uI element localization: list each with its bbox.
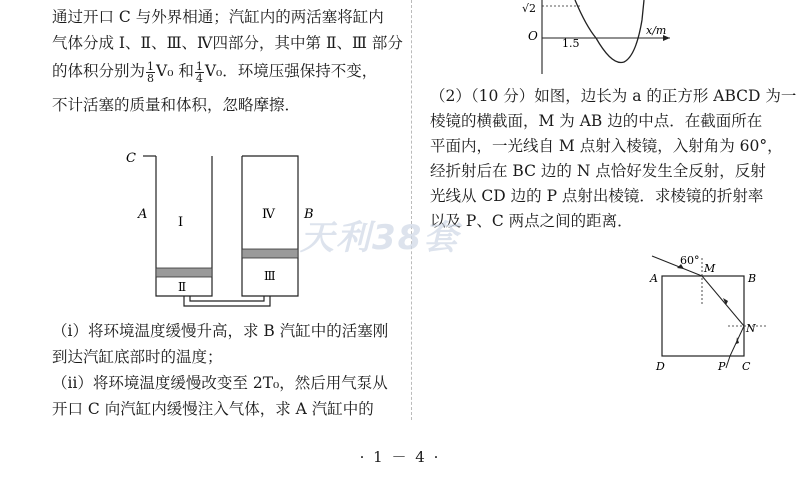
question-2a: （ⅱ）将环境温度缓慢改变至 2T₀，然后用气泵从	[52, 374, 388, 392]
right-line-3: 平面内，一光线自 M 点射入棱镜，入射角为 60°，	[430, 137, 783, 155]
right-line-4: 经折射后在 BC 边的 N 点恰好发生全反射，反射	[430, 162, 766, 180]
left-line-3a: 的体积分别为	[52, 62, 146, 80]
label-a: A	[138, 207, 148, 222]
wave-diagram	[520, 0, 690, 80]
wave-curve	[575, 0, 644, 63]
label-b: B	[304, 207, 314, 222]
right-line-5: 光线从 CD 边的 P 点射出棱镜．求棱镜的折射率	[430, 187, 764, 205]
label-1-5: 1.5	[562, 37, 580, 50]
label-m: M	[704, 262, 716, 275]
left-line-3	[52, 56, 397, 86]
cylinder-diagram	[120, 148, 320, 308]
label-x-axis: x/m	[646, 24, 667, 37]
label-sqrt2: √2	[522, 2, 537, 15]
piston-a	[156, 268, 212, 277]
fraction-one-quarter: $\frac{1}{4}$	[195, 59, 203, 85]
label-60-deg: 60°	[680, 254, 700, 267]
label-p: P	[718, 360, 726, 373]
left-line-1: 通过开口 C 与外界相通；汽缸内的两活塞将缸内	[52, 8, 384, 26]
part-2-label: Ⅱ	[178, 280, 187, 294]
label-b-corner: B	[748, 272, 757, 285]
right-line-1: （2）（10 分）如图，边长为 a 的正方形 ABCD 为一	[430, 87, 797, 105]
part-3-label: Ⅲ	[264, 269, 276, 283]
right-line-2: 棱镜的横截面，M 为 AB 边的中点．在截面所在	[430, 112, 763, 130]
left-column	[52, 4, 403, 118]
question-1b: 到达汽缸底部时的温度；	[52, 348, 223, 366]
page-number: · 1 － 4 ·	[359, 448, 441, 466]
piston-b	[242, 249, 298, 258]
label-d-corner: D	[656, 360, 665, 373]
right-line-6: 以及 P、C 两点之间的距离．	[430, 212, 633, 230]
fraction-one-eighth: $\frac{1}{8}$	[147, 59, 155, 85]
left-line-3b: V₀ 和	[156, 62, 194, 80]
label-a-corner: A	[650, 272, 658, 285]
part-1-label: Ⅰ	[178, 215, 184, 230]
right-column	[430, 84, 797, 234]
prism-diagram	[640, 252, 800, 376]
left-line-4: 不计活塞的质量和体积，忽略摩擦．	[52, 96, 301, 114]
watermark-logo: 天利38套	[300, 218, 460, 258]
label-c: C	[126, 151, 136, 166]
question-2b: 开口 C 向汽缸内缓慢注入气体，求 A 汽缸中的	[52, 400, 374, 418]
left-questions	[52, 318, 402, 422]
left-line-3c: V₀．环境压强保持不变，	[204, 62, 378, 80]
refracted-ray	[702, 276, 744, 326]
left-line-2: 气体分成 Ⅰ、Ⅱ、Ⅲ、Ⅳ四部分，其中第 Ⅱ、Ⅲ 部分	[52, 34, 403, 52]
label-c-corner: C	[742, 360, 751, 373]
part-4-label: Ⅳ	[262, 207, 275, 222]
question-1a: （ⅰ）将环境温度缓慢升高，求 B 汽缸中的活塞刚	[52, 322, 389, 340]
prism-square	[662, 276, 744, 356]
label-n: N	[746, 322, 756, 335]
label-origin: O	[528, 29, 538, 43]
